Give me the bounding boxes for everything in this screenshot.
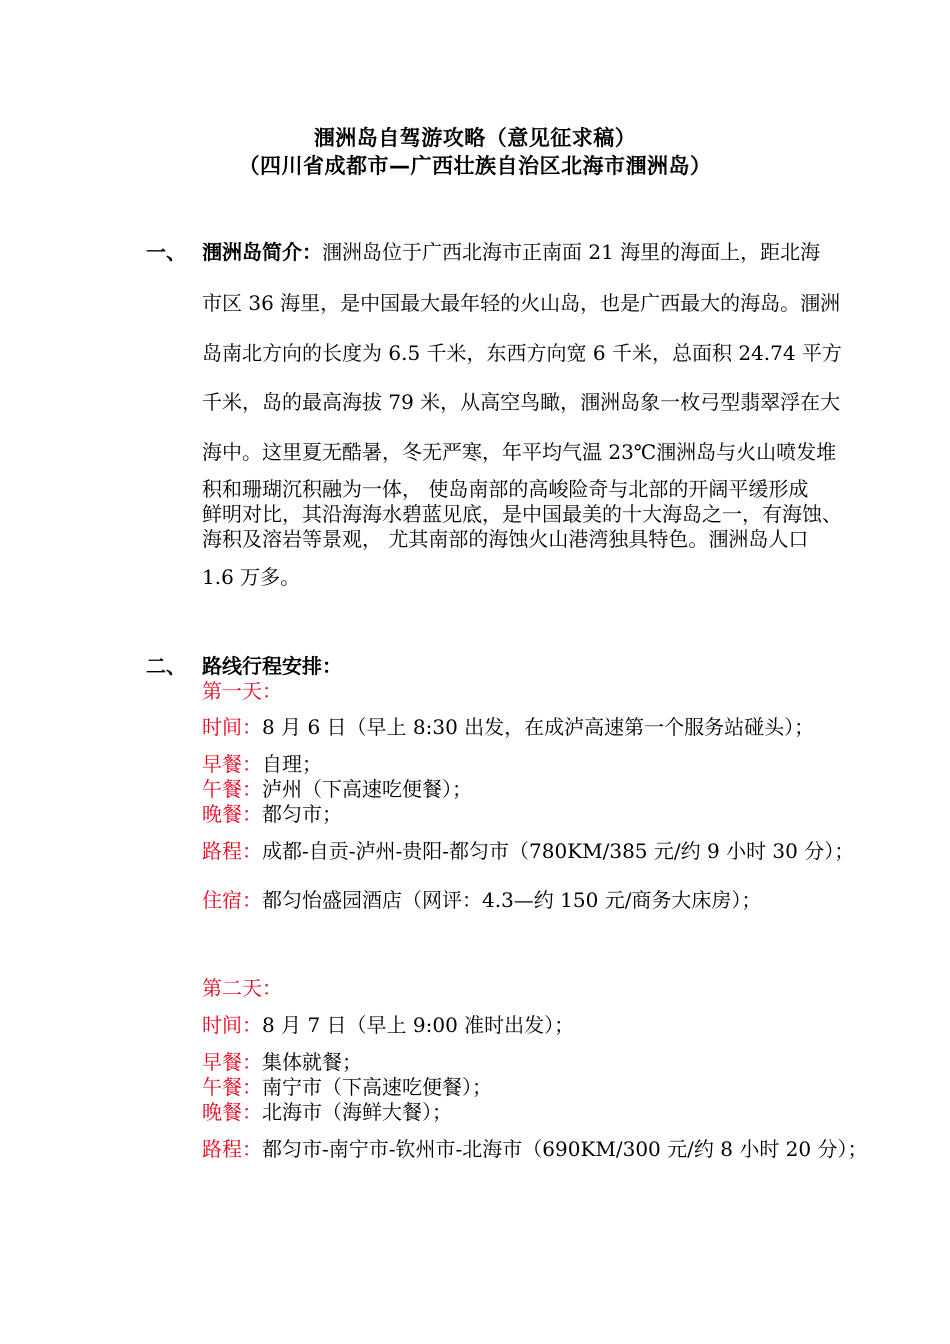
day-1-dinner — [202, 798, 342, 827]
day-1-label: 第一天： — [202, 679, 282, 703]
section-1-text-line: 涠洲岛位于广西北海市正南面 21 海里的海面上，距北海 — [322, 240, 821, 264]
section-2-heading: 路线行程安排： — [202, 654, 342, 678]
route-label: 路程： — [202, 839, 262, 863]
breakfast-label: 早餐： — [202, 752, 262, 776]
hotel-value: 都匀怡盛园酒店（网评：4.3—约 150 元/商务大床房）； — [262, 888, 762, 912]
time-value: 8 月 6 日（早上 8:30 出发，在成泸高速第一个服务站碰头）； — [262, 715, 815, 739]
document-title: 涠洲岛自驾游攻略（意见征求稿） — [313, 126, 637, 150]
section-1-number: 一、 — [146, 240, 186, 264]
section-1-heading: 涠洲岛简介： — [202, 240, 322, 264]
section-1-text-line: 鲜明对比，其沿海海水碧蓝见底，是中国最美的十大海岛之一，有海蚀、 — [202, 502, 842, 526]
time-label: 时间： — [202, 715, 262, 739]
section-1-text-line: 海积及溶岩等景观， 尤其南部的海蚀火山港湾独具特色。涠洲岛人口 — [202, 527, 809, 551]
dinner-label: 晚餐： — [202, 802, 262, 826]
breakfast-value: 集体就餐； — [262, 1050, 362, 1074]
day-2-dinner — [202, 1096, 452, 1125]
dinner-label: 晚餐： — [202, 1100, 262, 1124]
section-1-text-line: 千米，岛的最高海拔 79 米，从高空鸟瞰，涠洲岛象一枚弓型翡翠浮在大 — [202, 390, 841, 414]
section-1-text-line: 1.6 万多。 — [202, 565, 301, 589]
day-2-label: 第二天： — [202, 976, 282, 1000]
lunch-label: 午餐： — [202, 1075, 262, 1099]
section-1-text-line: 市区 36 海里，是中国最大最年轻的火山岛，也是广西最大的海岛。涠洲 — [202, 291, 841, 315]
time-label: 时间： — [202, 1013, 262, 1037]
day-1-route — [202, 835, 854, 864]
breakfast-value: 自理； — [262, 752, 322, 776]
hotel-label: 住宿： — [202, 888, 262, 912]
section-1-text-line: 岛南北方向的长度为 6.5 千米，东西方向宽 6 千米，总面积 24.74 平方 — [202, 341, 842, 365]
day-2-route — [202, 1133, 867, 1162]
day-2-time — [202, 1009, 574, 1038]
breakfast-label: 早餐： — [202, 1050, 262, 1074]
route-value: 都匀市-南宁市-钦州市-北海市（690KM/300 元/约 8 小时 20 分）； — [262, 1137, 868, 1161]
lunch-label: 午餐： — [202, 777, 262, 801]
dinner-value: 北海市（海鲜大餐）； — [262, 1100, 452, 1124]
section-2-number: 二、 — [146, 654, 186, 678]
day-1-hotel — [202, 884, 761, 913]
section-1-first-line — [202, 236, 820, 265]
section-1-text-line: 海中。这里夏无酷暑，冬无严寒，年平均气温 23℃涠洲岛与火山喷发堆 — [202, 440, 837, 464]
section-1-text-line: 积和珊瑚沉积融为一体， 使岛南部的高峻险奇与北部的开阔平缓形成 — [202, 477, 809, 501]
route-value: 成都-自贡-泸州-贵阳-都匀市（780KM/385 元/约 9 小时 30 分）； — [262, 839, 855, 863]
route-label: 路程： — [202, 1137, 262, 1161]
time-value: 8 月 7 日（早上 9:00 准时出发）； — [262, 1013, 575, 1037]
lunch-value: 南宁市（下高速吃便餐）； — [262, 1075, 492, 1099]
lunch-value: 泸州（下高速吃便餐）； — [262, 777, 472, 801]
day-1-time — [202, 711, 814, 740]
dinner-value: 都匀市； — [262, 802, 342, 826]
document-subtitle: （四川省成都市—广西壮族自治区北海市涠洲岛） — [238, 154, 712, 178]
